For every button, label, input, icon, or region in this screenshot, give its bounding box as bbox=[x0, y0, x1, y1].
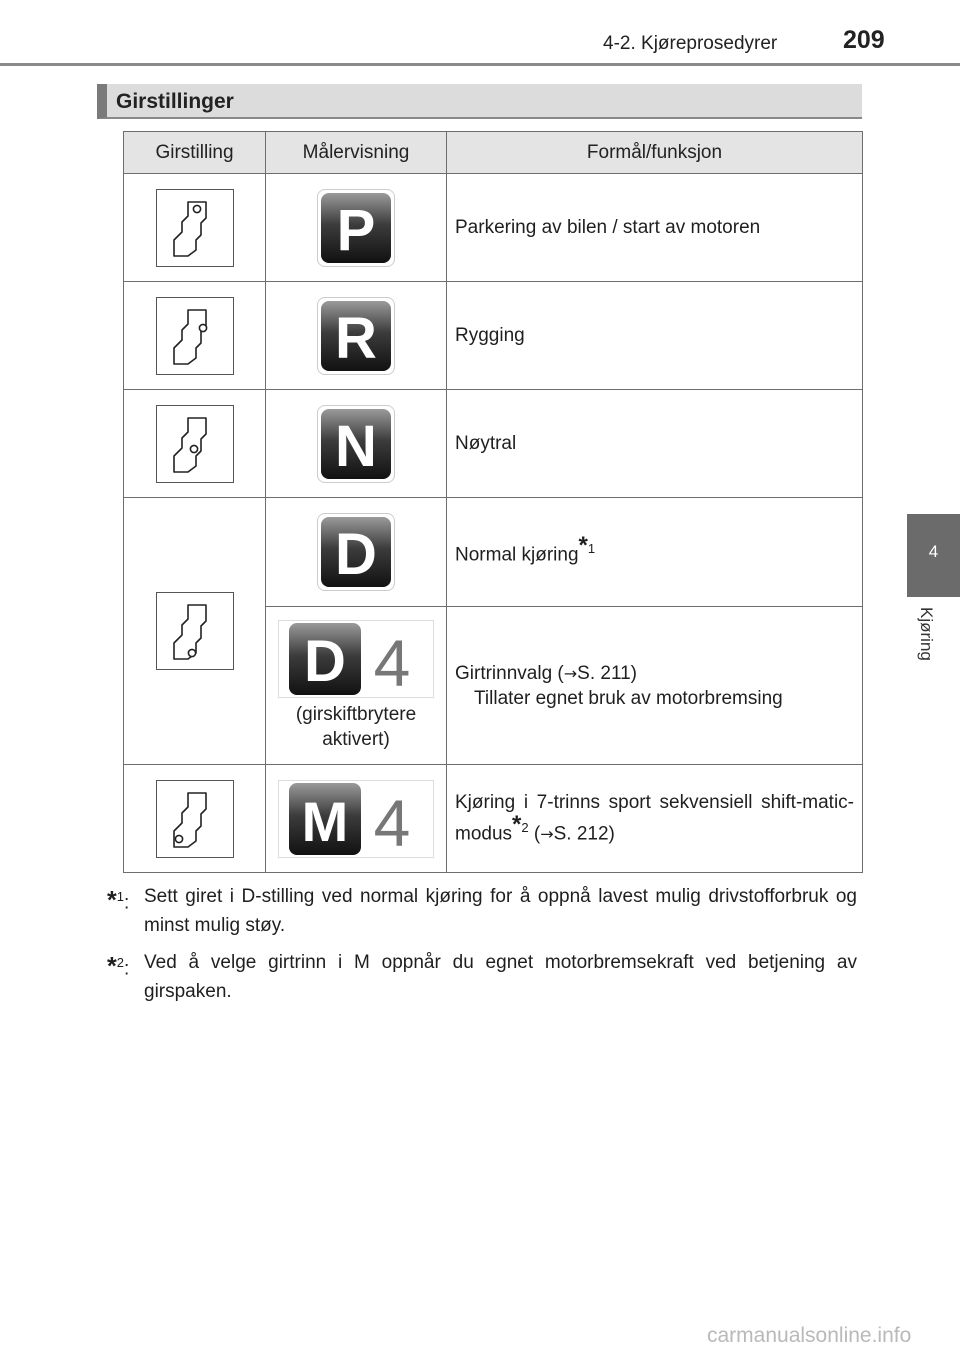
column-header-position: Girstilling bbox=[124, 132, 266, 174]
shift-gate-d-icon bbox=[156, 592, 234, 670]
gate-cell bbox=[124, 174, 266, 282]
page-reference-link[interactable]: S. 212) bbox=[553, 823, 615, 845]
footnote-ref: *1 bbox=[578, 532, 596, 560]
svg-text:N: N bbox=[335, 413, 377, 479]
footnote-ref: *2 bbox=[512, 811, 529, 839]
indicator-cell bbox=[266, 765, 447, 873]
svg-text:D: D bbox=[335, 522, 377, 587]
table-row-d bbox=[124, 498, 863, 607]
chapter-label-container bbox=[916, 607, 940, 677]
chapter-tab bbox=[907, 514, 960, 597]
indicator-n-icon bbox=[317, 405, 395, 483]
gate-cell bbox=[124, 498, 266, 765]
indicator-d-icon bbox=[317, 513, 395, 591]
table-row-p bbox=[124, 174, 863, 282]
footnote-marker: *$^2$: bbox=[107, 952, 130, 981]
gate-cell bbox=[124, 765, 266, 873]
indicator-caption: (girskiftbrytere aktivert) bbox=[295, 703, 417, 750]
arrow-right-icon: → bbox=[563, 663, 578, 683]
table-row-n bbox=[124, 390, 863, 498]
table-header-row bbox=[124, 132, 863, 174]
function-line-1: Girtrinnvalg (→S. 211) bbox=[455, 662, 638, 684]
indicator-r-icon bbox=[317, 297, 395, 375]
function-line-2: Tillater egnet bruk av motorbremsing bbox=[474, 687, 783, 709]
table-row-r bbox=[124, 282, 863, 390]
arrow-right-icon: → bbox=[540, 824, 554, 844]
footnote-1 bbox=[107, 882, 857, 940]
chapter-label: Kjøring bbox=[917, 607, 936, 661]
indicator-cell bbox=[266, 282, 447, 390]
indicator-cell bbox=[266, 607, 447, 765]
section-title: Girstillinger bbox=[116, 90, 234, 113]
svg-text:M: M bbox=[301, 789, 349, 853]
svg-text:D: D bbox=[304, 628, 346, 694]
column-header-function: Formål/funksjon bbox=[447, 132, 863, 174]
svg-text:P: P bbox=[336, 197, 376, 263]
indicator-cell bbox=[266, 174, 447, 282]
function-cell: Kjøring i 7-trinns sport sekvensiell shift-matic-modus$^{*2}$ (→S. 212) bbox=[447, 765, 863, 873]
shift-gate-p-icon bbox=[156, 189, 234, 267]
indicator-d4-icon bbox=[278, 620, 434, 698]
gear-positions-table bbox=[123, 131, 863, 873]
function-cell bbox=[447, 498, 863, 607]
header-section-title: 4-2. Kjøreprosedyrer bbox=[603, 33, 778, 54]
svg-text:R: R bbox=[335, 305, 377, 371]
footnote-text: Sett giret i D-stilling ved normal kjøring for å oppnå lavest mulig drivstofforbruk og minst mulig støy. bbox=[144, 886, 857, 936]
function-text: Parkering av bilen / start av motoren bbox=[447, 174, 863, 282]
indicator-cell bbox=[266, 390, 447, 498]
footnote-marker: *$^1$: bbox=[107, 886, 130, 915]
indicator-p-icon bbox=[317, 189, 395, 267]
indicator-cell bbox=[266, 498, 447, 607]
gate-cell bbox=[124, 282, 266, 390]
function-text: Rygging bbox=[447, 282, 863, 390]
page-reference-link[interactable]: S. 211) bbox=[577, 662, 638, 684]
shift-gate-n-icon bbox=[156, 405, 234, 483]
svg-text:4: 4 bbox=[373, 785, 411, 857]
chapter-number: 4 bbox=[928, 542, 939, 561]
svg-text:4: 4 bbox=[373, 625, 411, 697]
watermark: carmanualsonline.info bbox=[707, 1324, 912, 1347]
page-number: 209 bbox=[843, 26, 885, 54]
shift-gate-r-icon bbox=[156, 297, 234, 375]
shift-gate-m-icon bbox=[156, 780, 234, 858]
header-divider bbox=[0, 63, 960, 66]
footnote-text: Ved å velge girtrinn i M oppnår du egnet motorbremsekraft ved betjening av girspaken. bbox=[144, 952, 857, 1002]
function-cell bbox=[447, 607, 863, 765]
indicator-m4-icon bbox=[278, 780, 434, 858]
column-header-indicator: Målervisning bbox=[266, 132, 447, 174]
gate-cell bbox=[124, 390, 266, 498]
function-text: Normal kjøring bbox=[455, 544, 579, 566]
footnote-2 bbox=[107, 948, 857, 1006]
function-text: Kjøring i 7-trinns sport sekvensiell shift-matic-modus bbox=[455, 792, 854, 845]
function-text: Nøytral bbox=[447, 390, 863, 498]
table-row-m bbox=[124, 765, 863, 873]
section-heading bbox=[97, 84, 862, 119]
